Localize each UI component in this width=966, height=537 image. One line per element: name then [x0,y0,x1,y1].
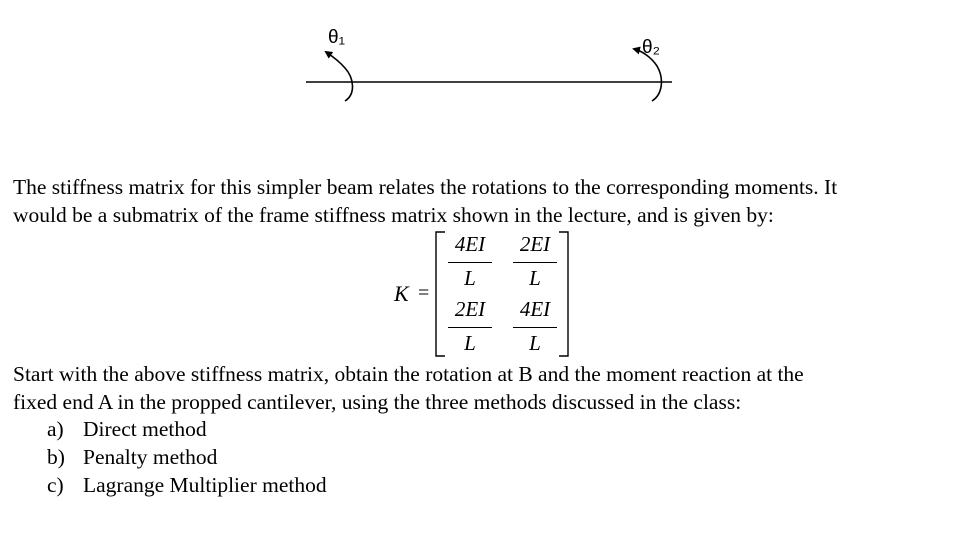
entry-r1c1-fraction-bar [448,262,492,263]
method-label: Lagrange Multiplier method [83,473,327,497]
theta2-label: θ₂ [642,37,660,58]
entry-r1c2-numerator: 2EI [519,232,551,256]
entry-r1c1-denominator: L [464,266,476,290]
entry-r2c1-fraction-bar [448,327,492,328]
matrix-symbol: K [394,281,409,306]
entry-r1c2-denominator: L [529,266,541,290]
rotation-arrow-left-icon [326,52,353,101]
list-marker: a) [47,417,64,441]
task-line-2: fixed end A in the propped cantilever, using the three methods discussed in the class: [13,390,742,414]
intro-line-2: would be a submatrix of the frame stiffness matrix shown in the lecture, and is given by: [13,203,774,227]
entry-r2c2-fraction-bar [513,327,557,328]
theta1-label: θ₁ [328,27,345,48]
entry-r1c1-numerator: 4EI [454,232,486,256]
list-item [47,443,327,471]
entry-r1c2-fraction-bar [513,262,557,263]
task-line-1: Start with the above stiffness matrix, obtain the rotation at B and the moment reaction at the [13,362,804,386]
method-label: Penalty method [83,445,218,469]
list-marker: c) [47,473,64,497]
entry-r2c2-numerator: 4EI [519,297,551,321]
equals-sign: = [418,282,430,304]
list-item [47,415,327,443]
intro-line-1: The stiffness matrix for this simpler beam relates the rotations to the corresponding moments. It [13,175,838,199]
methods-list [47,415,327,499]
list-item [47,471,327,499]
beam-figure [0,0,966,140]
method-label: Direct method [83,417,207,441]
list-marker: b) [47,445,65,469]
entry-r2c1-numerator: 2EI [454,297,486,321]
entry-r2c1-denominator: L [464,331,476,355]
entry-r2c2-denominator: L [529,331,541,355]
